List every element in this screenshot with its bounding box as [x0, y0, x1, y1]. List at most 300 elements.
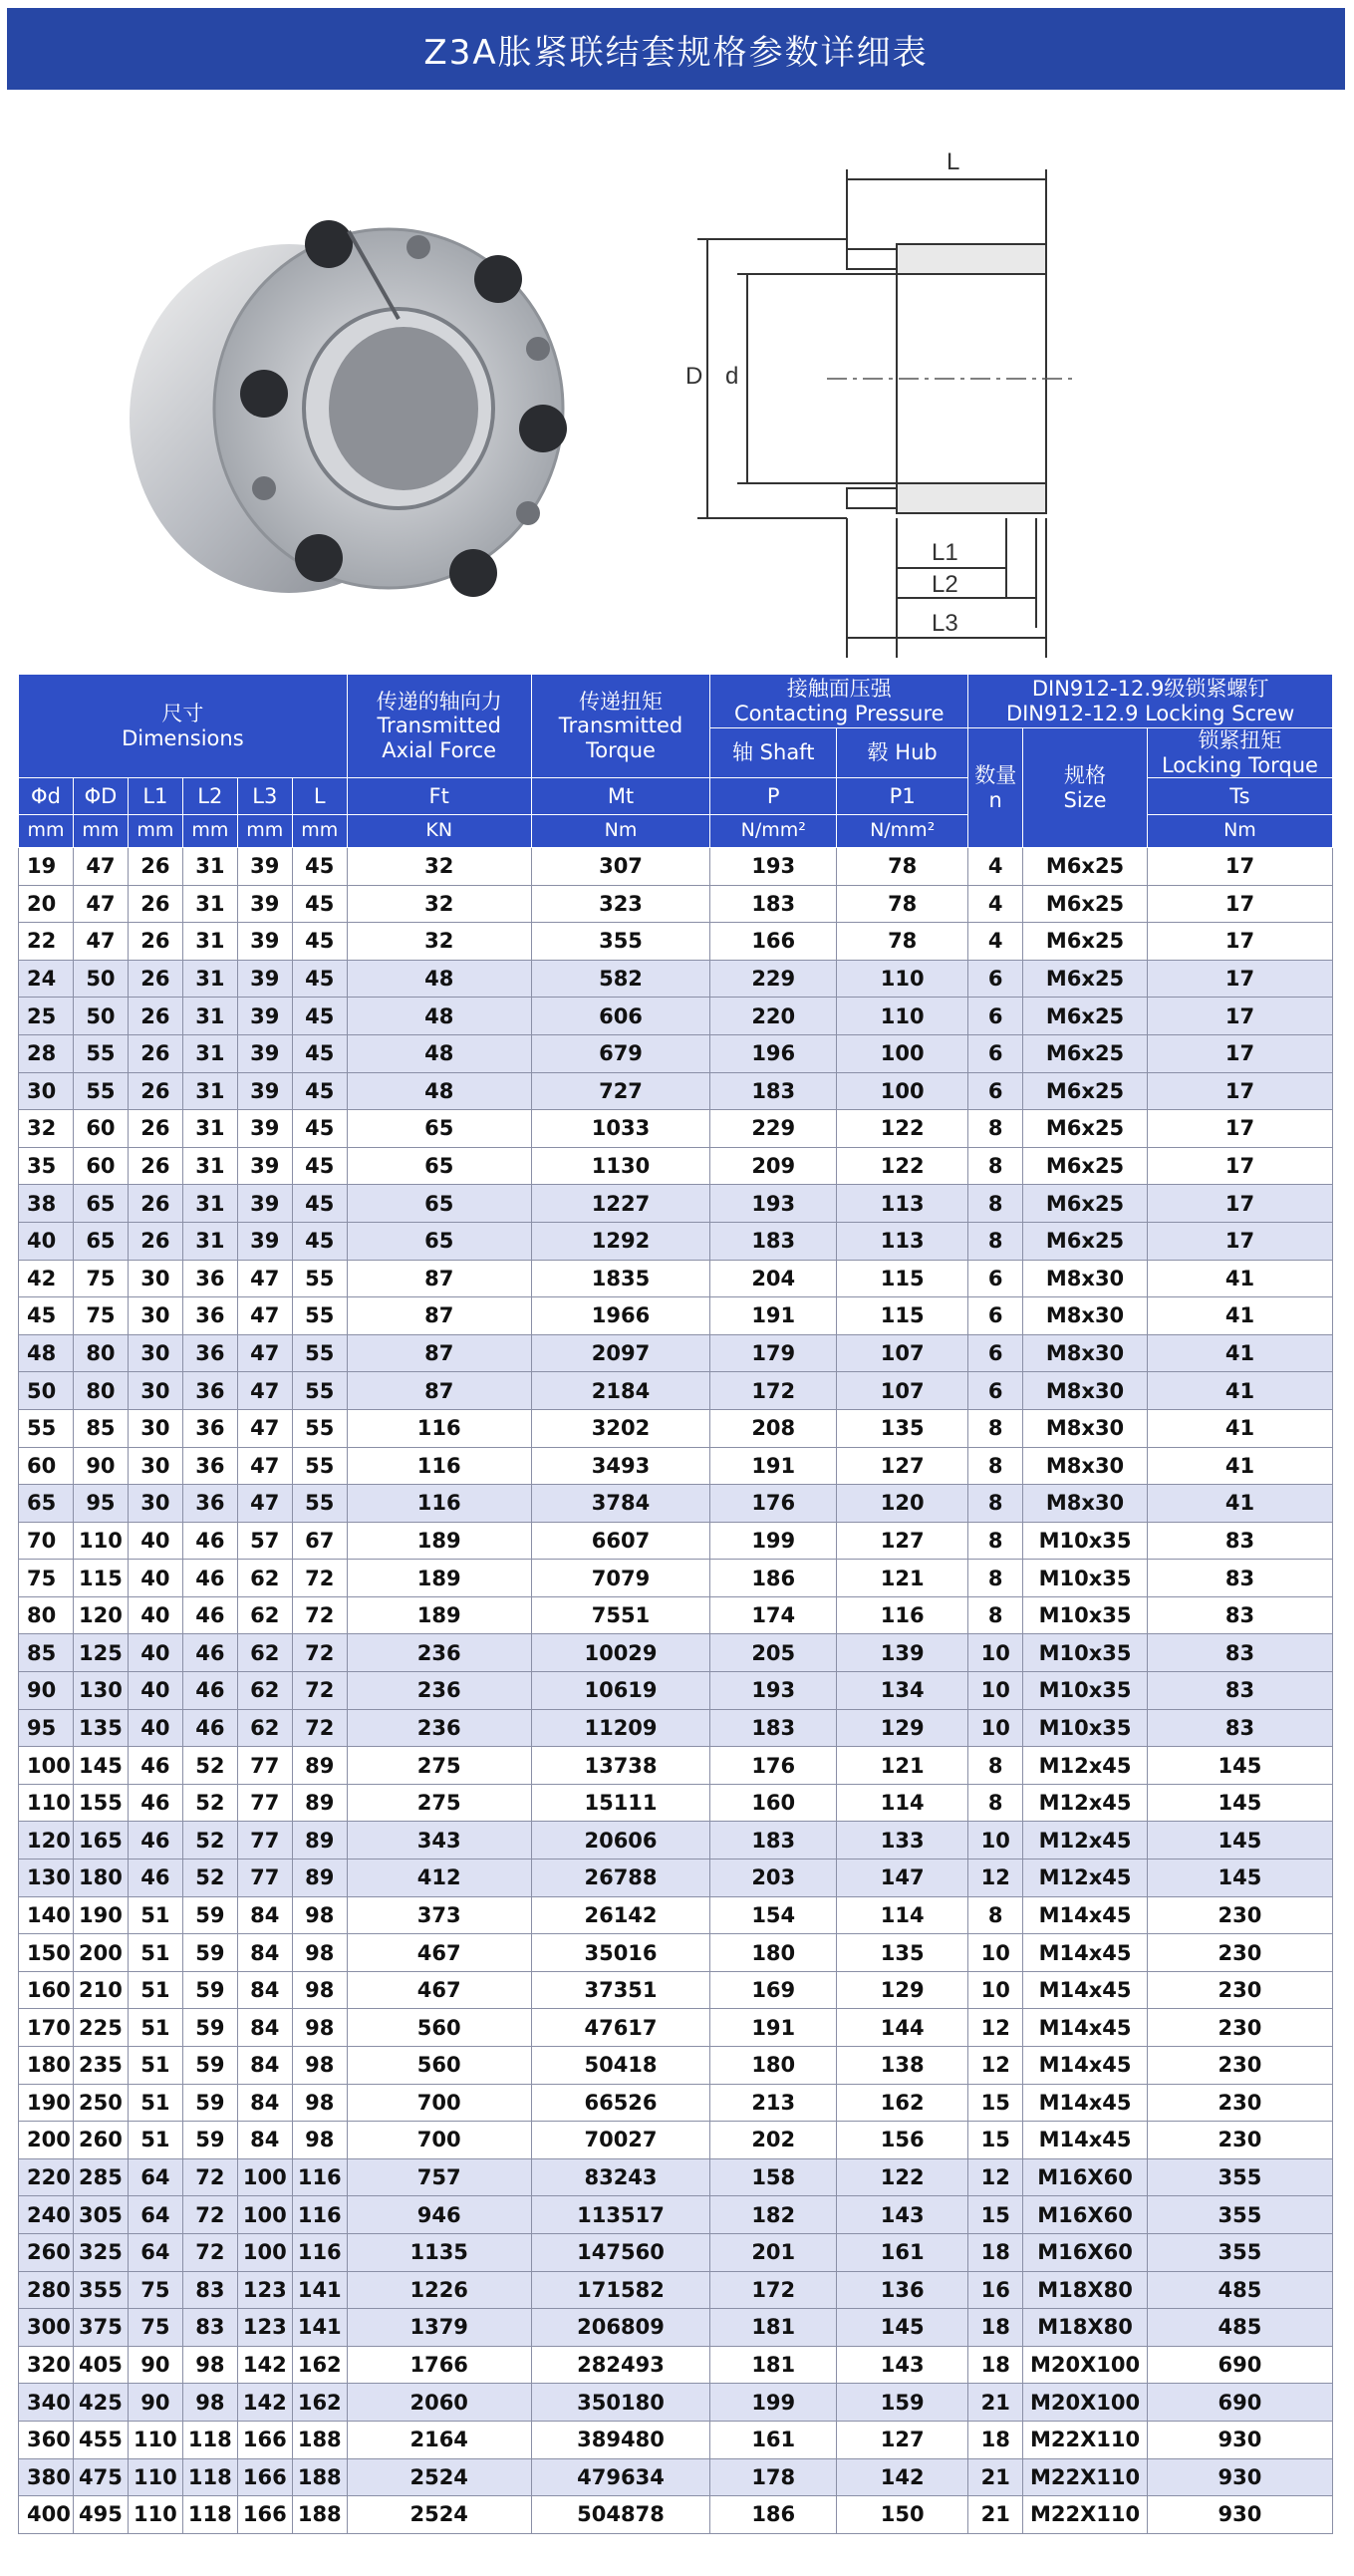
- table-row: [19, 1971, 1333, 2009]
- table-cell: 77: [237, 1822, 292, 1860]
- table-cell: 46: [182, 1634, 237, 1672]
- table-cell: M14x45: [1023, 2009, 1148, 2047]
- table-cell: 47: [73, 848, 128, 886]
- table-cell: 130: [19, 1860, 74, 1897]
- table-cell: 31: [182, 1072, 237, 1110]
- table-cell: 138: [837, 2047, 968, 2085]
- table-cell: 110: [837, 998, 968, 1035]
- table-cell: 40: [128, 1560, 182, 1597]
- table-cell: 6: [968, 1260, 1023, 1297]
- table-row: [19, 1822, 1333, 1860]
- table-cell: 6: [968, 1297, 1023, 1335]
- table-cell: 172: [710, 1372, 837, 1410]
- table-cell: M6x25: [1023, 885, 1148, 923]
- table-row: [19, 1747, 1333, 1785]
- table-cell: 55: [73, 1072, 128, 1110]
- table-cell: 40: [128, 1672, 182, 1710]
- table-cell: 320: [19, 2346, 74, 2384]
- table-cell: 17: [1147, 1110, 1332, 1148]
- table-cell: 89: [292, 1822, 347, 1860]
- table-cell: 582: [531, 960, 710, 998]
- table-cell: 46: [182, 1709, 237, 1747]
- table-cell: 46: [182, 1560, 237, 1597]
- table-cell: 162: [292, 2346, 347, 2384]
- table-cell: 142: [237, 2346, 292, 2384]
- table-cell: 191: [710, 1447, 837, 1485]
- table-cell: 36: [182, 1409, 237, 1447]
- table-cell: 204: [710, 1260, 837, 1297]
- table-cell: 6: [968, 1372, 1023, 1410]
- table-cell: M10x35: [1023, 1596, 1148, 1634]
- table-cell: 700: [347, 2122, 531, 2159]
- table-cell: 166: [710, 923, 837, 961]
- table-cell: 80: [19, 1596, 74, 1634]
- table-cell: 123: [237, 2309, 292, 2347]
- table-cell: 2524: [347, 2458, 531, 2496]
- table-row: [19, 848, 1333, 886]
- table-row: [19, 1596, 1333, 1634]
- table-cell: 98: [292, 2047, 347, 2085]
- table-cell: 1135: [347, 2233, 531, 2271]
- table-cell: 39: [237, 923, 292, 961]
- table-cell: 145: [837, 2309, 968, 2347]
- table-cell: 65: [73, 1222, 128, 1260]
- table-cell: 467: [347, 1971, 531, 2009]
- label-L2: L2: [932, 571, 958, 598]
- table-cell: 174: [710, 1596, 837, 1634]
- table-cell: 12: [968, 1860, 1023, 1897]
- unit-d: mm: [19, 815, 74, 848]
- table-cell: 39: [237, 1222, 292, 1260]
- table-cell: 98: [292, 2009, 347, 2047]
- table-cell: 166: [237, 2458, 292, 2496]
- table-cell: 300: [19, 2309, 74, 2347]
- table-cell: 127: [837, 1522, 968, 1560]
- table-row: [19, 1185, 1333, 1223]
- table-cell: 165: [73, 1822, 128, 1860]
- table-cell: 41: [1147, 1260, 1332, 1297]
- table-cell: M6x25: [1023, 1110, 1148, 1148]
- table-cell: 504878: [531, 2496, 710, 2534]
- table-cell: 116: [347, 1447, 531, 1485]
- table-cell: 51: [128, 2009, 182, 2047]
- table-cell: 191: [710, 1297, 837, 1335]
- table-cell: 10029: [531, 1634, 710, 1672]
- table-cell: 113: [837, 1222, 968, 1260]
- table-cell: 60: [73, 1147, 128, 1185]
- table-cell: 181: [710, 2346, 837, 2384]
- table-cell: M16X60: [1023, 2158, 1148, 2196]
- table-cell: 110: [19, 1784, 74, 1822]
- table-cell: M22X110: [1023, 2458, 1148, 2496]
- table-cell: M14x45: [1023, 2047, 1148, 2085]
- table-cell: 78: [837, 923, 968, 961]
- table-cell: 45: [292, 998, 347, 1035]
- table-cell: 66526: [531, 2084, 710, 2122]
- table-cell: 51: [128, 2084, 182, 2122]
- table-cell: 150: [837, 2496, 968, 2534]
- table-cell: 116: [292, 2233, 347, 2271]
- table-cell: 36: [182, 1447, 237, 1485]
- table-cell: 186: [710, 1560, 837, 1597]
- table-cell: 180: [710, 1934, 837, 1972]
- table-cell: 12: [968, 2047, 1023, 2085]
- table-cell: 122: [837, 2158, 968, 2196]
- table-cell: 180: [710, 2047, 837, 2085]
- table-cell: 129: [837, 1709, 968, 1747]
- unit-L3: mm: [237, 815, 292, 848]
- table-cell: 189: [347, 1560, 531, 1597]
- table-cell: 26: [128, 1222, 182, 1260]
- table-cell: 135: [837, 1934, 968, 1972]
- table-cell: 166: [237, 2421, 292, 2458]
- table-cell: 40: [128, 1596, 182, 1634]
- table-cell: 70027: [531, 2122, 710, 2159]
- table-cell: 129: [837, 1971, 968, 2009]
- table-row: [19, 2496, 1333, 2534]
- table-row: [19, 1522, 1333, 1560]
- table-cell: 8: [968, 1110, 1023, 1148]
- table-cell: 3493: [531, 1447, 710, 1485]
- table-cell: 2097: [531, 1334, 710, 1372]
- table-cell: 75: [73, 1297, 128, 1335]
- table-cell: 145: [73, 1747, 128, 1785]
- table-cell: 55: [73, 1034, 128, 1072]
- table-cell: 59: [182, 1971, 237, 2009]
- table-cell: 87: [347, 1297, 531, 1335]
- table-cell: 727: [531, 1072, 710, 1110]
- table-cell: 196: [710, 1034, 837, 1072]
- table-cell: 183: [710, 1709, 837, 1747]
- table-row: [19, 1409, 1333, 1447]
- table-cell: M8x30: [1023, 1447, 1148, 1485]
- table-cell: 55: [292, 1409, 347, 1447]
- table-cell: 47: [237, 1372, 292, 1410]
- table-row: [19, 1222, 1333, 1260]
- sym-L2: L2: [182, 778, 237, 815]
- table-row: [19, 2009, 1333, 2047]
- table-cell: 39: [237, 885, 292, 923]
- table-cell: 405: [73, 2346, 128, 2384]
- table-cell: 18: [968, 2346, 1023, 2384]
- table-cell: 118: [182, 2421, 237, 2458]
- table-cell: 930: [1147, 2458, 1332, 2496]
- table-cell: M14x45: [1023, 1896, 1148, 1934]
- table-cell: 141: [292, 2271, 347, 2309]
- table-cell: 560: [347, 2009, 531, 2047]
- table-cell: M10x35: [1023, 1560, 1148, 1597]
- table-cell: 8: [968, 1522, 1023, 1560]
- table-cell: M20X100: [1023, 2346, 1148, 2384]
- table-cell: 130: [73, 1672, 128, 1710]
- table-cell: 87: [347, 1372, 531, 1410]
- unit-P1: N/mm²: [837, 815, 968, 848]
- table-cell: 479634: [531, 2458, 710, 2496]
- table-cell: 17: [1147, 1072, 1332, 1110]
- table-cell: 47: [237, 1260, 292, 1297]
- table-cell: M8x30: [1023, 1260, 1148, 1297]
- table-cell: M8x30: [1023, 1485, 1148, 1523]
- table-cell: 325: [73, 2233, 128, 2271]
- table-cell: 45: [292, 848, 347, 886]
- table-cell: 10619: [531, 1672, 710, 1710]
- label-L1: L1: [932, 539, 958, 566]
- table-cell: 169: [710, 1971, 837, 2009]
- table-cell: 51: [128, 1971, 182, 2009]
- table-cell: 47: [237, 1334, 292, 1372]
- table-row: [19, 2309, 1333, 2347]
- table-cell: 62: [237, 1560, 292, 1597]
- table-row: [19, 1447, 1333, 1485]
- table-cell: 62: [237, 1709, 292, 1747]
- table-cell: 7551: [531, 1596, 710, 1634]
- technical-drawing: [677, 130, 1096, 668]
- table-cell: M6x25: [1023, 1072, 1148, 1110]
- table-cell: 17: [1147, 848, 1332, 886]
- table-cell: 213: [710, 2084, 837, 2122]
- table-cell: 6: [968, 1334, 1023, 1372]
- table-cell: 193: [710, 848, 837, 886]
- table-row: [19, 1860, 1333, 1897]
- table-cell: 209: [710, 1147, 837, 1185]
- table-cell: 46: [182, 1596, 237, 1634]
- table-cell: 31: [182, 885, 237, 923]
- table-cell: 159: [837, 2384, 968, 2422]
- table-cell: 183: [710, 1822, 837, 1860]
- table-cell: M14x45: [1023, 1934, 1148, 1972]
- table-cell: 178: [710, 2458, 837, 2496]
- table-cell: 36: [182, 1334, 237, 1372]
- table-cell: 6607: [531, 1522, 710, 1560]
- table-cell: 26: [128, 1072, 182, 1110]
- table-cell: 145: [1147, 1822, 1332, 1860]
- axial-force-header: 传递的轴向力 Transmitted Axial Force: [347, 675, 531, 778]
- table-cell: 122: [837, 1147, 968, 1185]
- table-cell: 373: [347, 1896, 531, 1934]
- table-cell: M6x25: [1023, 960, 1148, 998]
- table-cell: 31: [182, 1147, 237, 1185]
- table-cell: 47: [73, 923, 128, 961]
- table-cell: 41: [1147, 1447, 1332, 1485]
- table-cell: M18X80: [1023, 2271, 1148, 2309]
- table-cell: 59: [182, 2084, 237, 2122]
- table-cell: 48: [347, 1034, 531, 1072]
- table-cell: 10: [968, 1709, 1023, 1747]
- table-cell: 350180: [531, 2384, 710, 2422]
- sym-L3: L3: [237, 778, 292, 815]
- table-cell: 31: [182, 998, 237, 1035]
- table-cell: 116: [292, 2158, 347, 2196]
- table-cell: 40: [19, 1222, 74, 1260]
- table-row: [19, 1260, 1333, 1297]
- table-cell: 72: [182, 2196, 237, 2234]
- table-cell: 199: [710, 2384, 837, 2422]
- table-cell: 47: [237, 1485, 292, 1523]
- table-cell: 83243: [531, 2158, 710, 2196]
- table-cell: 400: [19, 2496, 74, 2534]
- table-cell: 46: [128, 1747, 182, 1785]
- table-cell: 45: [292, 1034, 347, 1072]
- table-cell: 186: [710, 2496, 837, 2534]
- table-cell: 83: [1147, 1596, 1332, 1634]
- table-cell: 50: [73, 960, 128, 998]
- table-cell: 181: [710, 2309, 837, 2347]
- table-cell: 100: [237, 2158, 292, 2196]
- table-cell: 495: [73, 2496, 128, 2534]
- table-cell: 55: [292, 1260, 347, 1297]
- table-cell: 180: [73, 1860, 128, 1897]
- table-cell: 90: [128, 2384, 182, 2422]
- table-cell: 455: [73, 2421, 128, 2458]
- table-cell: M22X110: [1023, 2496, 1148, 2534]
- table-cell: 158: [710, 2158, 837, 2196]
- table-cell: 485: [1147, 2309, 1332, 2347]
- table-cell: 1227: [531, 1185, 710, 1223]
- label-d: d: [725, 363, 739, 390]
- table-cell: 147: [837, 1860, 968, 1897]
- table-cell: 31: [182, 923, 237, 961]
- table-cell: M6x25: [1023, 923, 1148, 961]
- table-cell: 199: [710, 1522, 837, 1560]
- table-cell: 36: [182, 1372, 237, 1410]
- table-cell: 41: [1147, 1372, 1332, 1410]
- table-cell: 41: [1147, 1334, 1332, 1372]
- table-cell: 485: [1147, 2271, 1332, 2309]
- table-row: [19, 998, 1333, 1035]
- table-cell: 176: [710, 1747, 837, 1785]
- table-cell: 115: [837, 1260, 968, 1297]
- table-cell: 193: [710, 1185, 837, 1223]
- table-cell: 50: [19, 1372, 74, 1410]
- table-cell: 72: [292, 1709, 347, 1747]
- table-cell: 17: [1147, 998, 1332, 1035]
- table-cell: M16X60: [1023, 2196, 1148, 2234]
- table-cell: M14x45: [1023, 1971, 1148, 2009]
- table-cell: 145: [1147, 1784, 1332, 1822]
- table-cell: 59: [182, 2122, 237, 2159]
- table-cell: 183: [710, 1072, 837, 1110]
- table-cell: 340: [19, 2384, 74, 2422]
- table-row: [19, 2271, 1333, 2309]
- table-cell: 162: [837, 2084, 968, 2122]
- table-cell: 98: [292, 1934, 347, 1972]
- table-cell: 26: [128, 885, 182, 923]
- table-cell: 35016: [531, 1934, 710, 1972]
- sym-L: L: [292, 778, 347, 815]
- table-cell: 67: [292, 1522, 347, 1560]
- table-cell: 98: [292, 1896, 347, 1934]
- table-row: [19, 2458, 1333, 2496]
- table-cell: 51: [128, 2122, 182, 2159]
- table-cell: 189: [347, 1522, 531, 1560]
- table-row: [19, 1672, 1333, 1710]
- table-cell: 2184: [531, 1372, 710, 1410]
- table-cell: 62: [237, 1634, 292, 1672]
- table-cell: 118: [182, 2458, 237, 2496]
- table-cell: 8: [968, 1485, 1023, 1523]
- table-cell: 8: [968, 1560, 1023, 1597]
- table-row: [19, 1896, 1333, 1934]
- table-cell: 47617: [531, 2009, 710, 2047]
- table-cell: 84: [237, 1934, 292, 1972]
- table-cell: 52: [182, 1860, 237, 1897]
- table-cell: 31: [182, 960, 237, 998]
- table-cell: 113: [837, 1185, 968, 1223]
- table-cell: 72: [182, 2233, 237, 2271]
- table-cell: 51: [128, 1896, 182, 1934]
- table-cell: 55: [292, 1334, 347, 1372]
- table-cell: M20X100: [1023, 2384, 1148, 2422]
- sym-D: ΦD: [73, 778, 128, 815]
- hub-header: 毂 Hub: [837, 728, 968, 778]
- table-cell: 22: [19, 923, 74, 961]
- table-cell: 230: [1147, 2047, 1332, 2085]
- table-cell: 90: [128, 2346, 182, 2384]
- table-cell: 18: [968, 2233, 1023, 2271]
- table-cell: 30: [128, 1447, 182, 1485]
- table-cell: 84: [237, 2009, 292, 2047]
- table-cell: 31: [182, 848, 237, 886]
- table-cell: 121: [837, 1747, 968, 1785]
- table-cell: 15111: [531, 1784, 710, 1822]
- table-cell: 32: [347, 923, 531, 961]
- table-cell: 39: [237, 960, 292, 998]
- table-cell: 230: [1147, 2122, 1332, 2159]
- table-cell: 12: [968, 2158, 1023, 2196]
- table-row: [19, 1147, 1333, 1185]
- table-cell: 47: [237, 1297, 292, 1335]
- table-cell: 41: [1147, 1297, 1332, 1335]
- table-cell: 275: [347, 1784, 531, 1822]
- table-cell: 208: [710, 1409, 837, 1447]
- table-row: [19, 1034, 1333, 1072]
- table-cell: 64: [128, 2158, 182, 2196]
- table-cell: 757: [347, 2158, 531, 2196]
- table-cell: 172: [710, 2271, 837, 2309]
- table-cell: 26: [128, 923, 182, 961]
- table-cell: 84: [237, 2122, 292, 2159]
- table-cell: 285: [73, 2158, 128, 2196]
- table-cell: 35: [19, 1147, 74, 1185]
- table-cell: 360: [19, 2421, 74, 2458]
- product-figures: [0, 110, 1354, 668]
- table-cell: 143: [837, 2346, 968, 2384]
- table-cell: 39: [237, 1185, 292, 1223]
- table-cell: 355: [1147, 2233, 1332, 2271]
- screw-header: DIN912-12.9级锁紧螺钉 DIN912-12.9 Locking Screw: [968, 675, 1333, 728]
- table-cell: 230: [1147, 1896, 1332, 1934]
- table-cell: 21: [968, 2384, 1023, 2422]
- table-cell: 8: [968, 1747, 1023, 1785]
- table-cell: M10x35: [1023, 1672, 1148, 1710]
- unit-Mt: Nm: [531, 815, 710, 848]
- table-cell: 45: [19, 1297, 74, 1335]
- table-cell: 70: [19, 1522, 74, 1560]
- table-cell: 4: [968, 848, 1023, 886]
- table-cell: 220: [19, 2158, 74, 2196]
- table-cell: 147560: [531, 2233, 710, 2271]
- table-cell: 21: [968, 2496, 1023, 2534]
- table-cell: 84: [237, 2084, 292, 2122]
- table-cell: 3202: [531, 1409, 710, 1447]
- table-cell: 65: [73, 1185, 128, 1223]
- table-cell: M8x30: [1023, 1297, 1148, 1335]
- table-row: [19, 923, 1333, 961]
- table-cell: 46: [128, 1822, 182, 1860]
- table-cell: 77: [237, 1860, 292, 1897]
- table-cell: 205: [710, 1634, 837, 1672]
- table-cell: 930: [1147, 2496, 1332, 2534]
